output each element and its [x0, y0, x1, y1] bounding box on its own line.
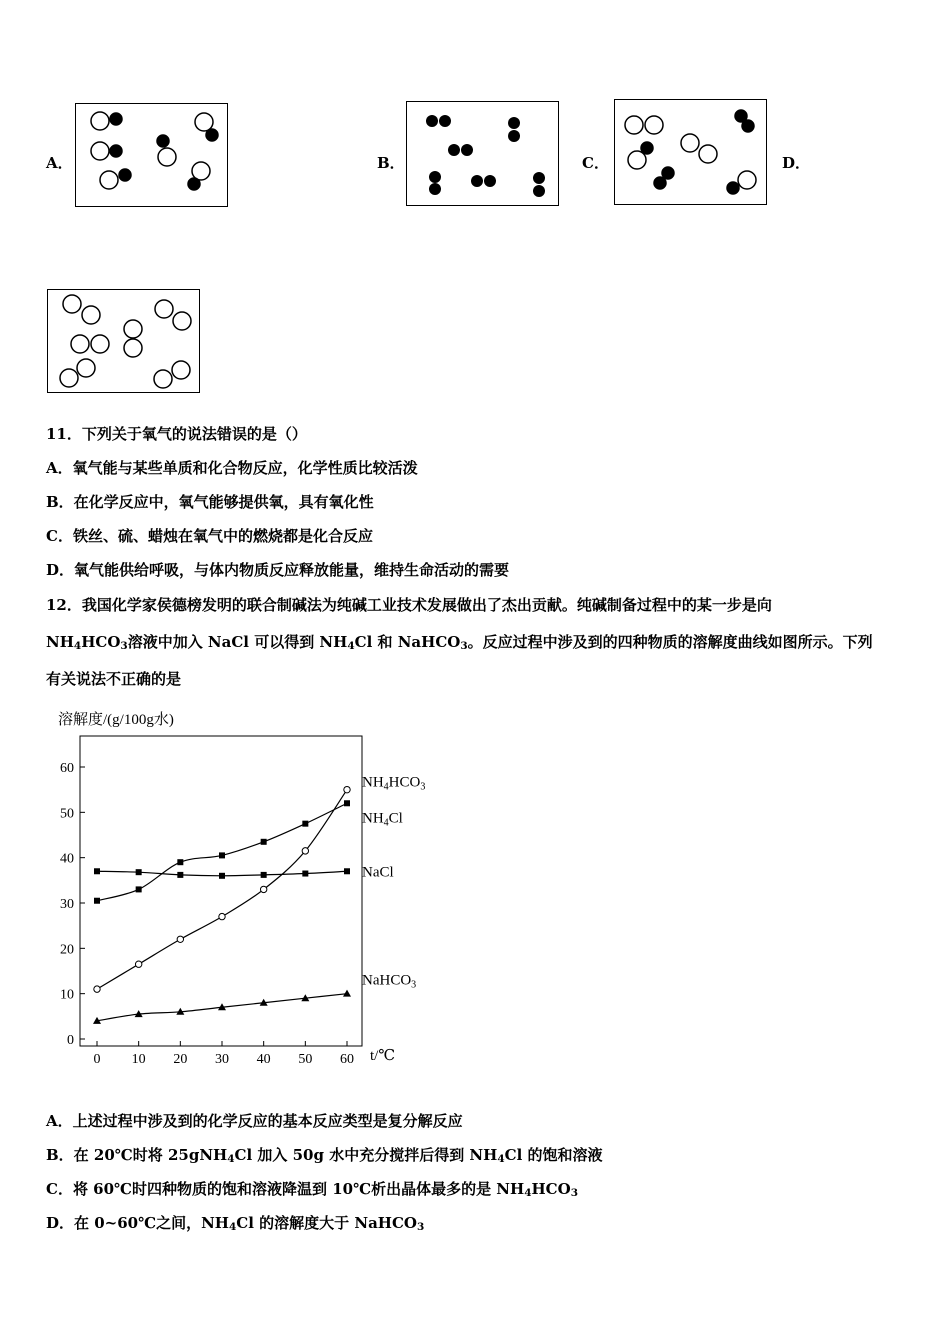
- x-tick-label: 50: [298, 1052, 313, 1067]
- option-d-label: D．: [782, 154, 811, 172]
- particle-diagram-d: [47, 289, 200, 393]
- particle-diagram-a: [75, 103, 228, 207]
- point-NaCl: [177, 872, 183, 878]
- point-NaCl: [344, 868, 350, 874]
- series-label-NH4HCO3: $NH_4HCO_3$: [362, 774, 426, 793]
- point-NH4HCO3: [260, 886, 266, 892]
- particle-diagram-b-svg: [407, 102, 558, 205]
- y-tick-label: 20: [60, 942, 74, 958]
- option-c-label: C．: [582, 154, 609, 172]
- point-NH4Cl: [344, 800, 350, 806]
- particle-diagram-a-svg: [76, 104, 227, 206]
- q12-stem-line3: 有关说法不正确的是: [46, 670, 182, 688]
- series-label-NaCl: NaCl: [362, 864, 394, 881]
- y-tick-label: 0: [67, 1033, 74, 1048]
- point-NaHCO3: [343, 990, 351, 997]
- point-NaCl: [261, 872, 267, 878]
- point-NH4HCO3: [302, 848, 308, 854]
- y-tick-label: 50: [60, 806, 74, 822]
- series-label-NH4Cl: $NH_4Cl$: [362, 810, 403, 829]
- point-NaCl: [136, 869, 142, 875]
- point-NH4Cl: [261, 839, 267, 845]
- particle-diagram-c-svg: [615, 100, 766, 204]
- point-NH4Cl: [136, 886, 142, 892]
- x-axis-label: t/℃: [370, 1048, 396, 1064]
- x-tick-label: 60: [340, 1052, 354, 1067]
- y-tick-label: 10: [60, 987, 74, 1003]
- point-NH4HCO3: [219, 913, 225, 919]
- q12-stem-line1: 12．我国化学家侯德榜发明的联合制碱法为纯碱工业技术发展做出了杰出贡献。纯碱制备过程中的某一步是向: [46, 596, 772, 614]
- q11-option-a: A．氧气能与某些单质和化合物反应，化学性质比较活泼: [46, 459, 418, 477]
- point-NH4Cl: [177, 859, 183, 865]
- point-NH4Cl: [302, 821, 308, 827]
- q11-option-c: C．铁丝、硫、蜡烛在氧气中的燃烧都是化合反应: [46, 527, 373, 545]
- x-tick-label: 0: [93, 1052, 101, 1067]
- x-tick-label: 10: [131, 1052, 146, 1067]
- y-tick-label: 30: [60, 897, 74, 912]
- q11-option-b: B．在化学反应中，氧气能够提供氧，具有氧化性: [46, 493, 374, 511]
- series-label-NaHCO3: NaHCO$_3$: [362, 972, 417, 991]
- q11-option-d: D．氧气能供给呼吸，与体内物质反应释放能量，维持生命活动的需要: [46, 561, 510, 579]
- point-NH4HCO3: [94, 986, 100, 992]
- x-tick-label: 40: [256, 1052, 271, 1067]
- series-line-NH4HCO3: [97, 790, 347, 989]
- x-tick-label: 20: [173, 1052, 188, 1067]
- q12-option-b: B．在 20℃时将 25gNH$_4$Cl 加入 50g 水中充分搅拌后得到 $NH_4Cl$ 的饱和溶液: [46, 1146, 603, 1165]
- y-tick-label: 60: [60, 761, 74, 776]
- q11-stem: 11．下列关于氧气的说法错误的是（）: [46, 425, 307, 443]
- point-NH4Cl: [94, 898, 100, 904]
- y-axis-label: 溶解度/(g/100g水): [58, 712, 174, 728]
- q12-option-c: C．将 60℃时四种物质的饱和溶液降温到 10℃析出晶体最多的是 $NH_4HCO_3$: [46, 1180, 578, 1199]
- point-NH4HCO3: [177, 936, 183, 942]
- series-line-NH4Cl: [97, 803, 347, 900]
- point-NaCl: [94, 868, 100, 874]
- option-b-label: B．: [377, 154, 405, 172]
- solubility-chart: [40, 702, 460, 1082]
- q12-option-d: D．在 0~60℃之间，$NH_4Cl$ 的溶解度大于 NaHCO$_3$: [46, 1214, 425, 1233]
- y-tick-label: 40: [60, 851, 74, 867]
- point-NaCl: [219, 873, 225, 879]
- point-NaCl: [302, 871, 308, 877]
- point-NH4Cl: [219, 852, 225, 858]
- particle-diagram-c: [614, 99, 767, 205]
- q12-stem-line2: $NH_4HCO_3$溶液中加入 NaCl 可以得到 $NH_4Cl$ 和 NaHCO$_3$。反应过程中涉及到的四种物质的溶解度曲线如图所示。下列: [46, 633, 873, 652]
- option-a-label: A．: [46, 154, 73, 172]
- particle-diagram-d-svg: [48, 290, 199, 392]
- q12-option-a: A．上述过程中涉及到的化学反应的基本反应类型是复分解反应: [46, 1112, 463, 1130]
- x-tick-label: 30: [215, 1052, 229, 1067]
- particle-diagram-b: [406, 101, 559, 206]
- point-NH4HCO3: [135, 961, 141, 967]
- plot-frame: [80, 736, 362, 1046]
- point-NH4HCO3: [344, 786, 350, 792]
